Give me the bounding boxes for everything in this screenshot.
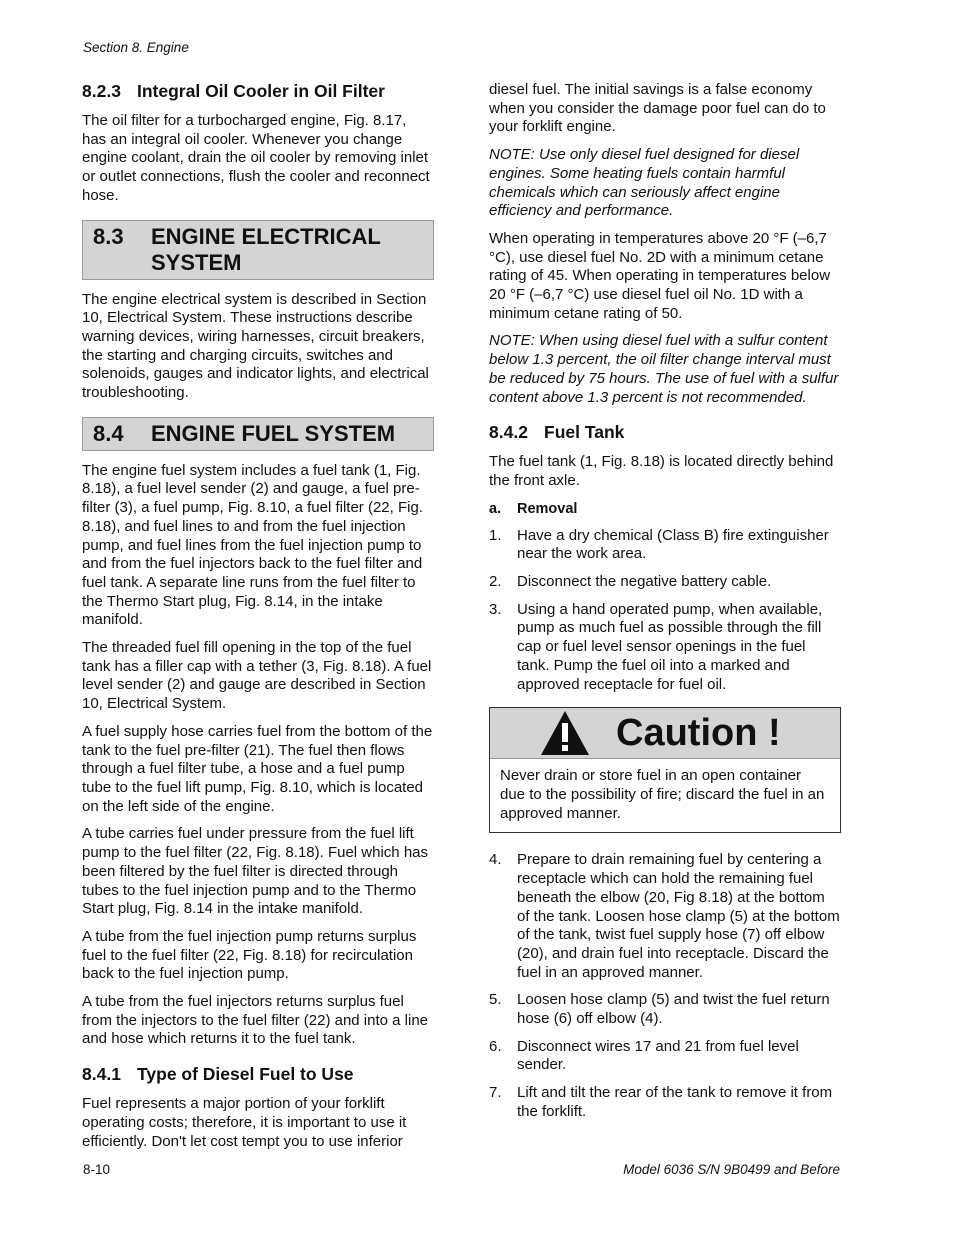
page-number: 8-10 [83, 1162, 111, 1177]
steps-list-a [489, 527, 841, 695]
paragraph: The fuel tank (1, Fig. 8.18) is located directly behind the front axle. [489, 453, 834, 489]
paragraph: The engine fuel system includes a fuel tank (1, Fig. 8.18), a fuel level sender (2) and gauge, a fuel pre-filter (3), a fuel pump, Fig. 8.10, a fuel filter (22, Fig. 8.18), and fuel lines to and from the fuel injection pump, and fuel lines from the fuel injection pump to and from the fuel injectors back to the fuel filter and fuel tank. A separate line runs from the fuel filter to the Thermo Start plug, Fig. 8.14, in the intake manifold. [82, 461, 423, 629]
paragraph: A tube from the fuel injectors returns surplus fuel from the injectors to the fuel filter (22) and into a line and hose which returns it to the fuel tank. [82, 993, 429, 1048]
paragraph: A tube carries fuel under pressure from the fuel lift pump to the fuel filter (22, Fig. 8.18). Fuel which has been filtered by the fuel filter is directed through tubes to the fuel injection pump and to the Thermo Start plug, Fig. 8.14 in the intake manifold. [82, 825, 429, 918]
heading-title: Fuel Tank [544, 422, 625, 443]
left-column [82, 80, 434, 1160]
running-footer: Model 6036 S/N 9B0499 and Before [623, 1162, 840, 1177]
step-text: Lift and tilt the rear of the tank to remove it from the forklift. [517, 1084, 833, 1120]
running-header: Section 8. Engine [83, 40, 189, 55]
paragraph: A fuel supply hose carries fuel from the bottom of the tank to the fuel pre-filter (21). The fuel then flows through a fuel filter tube, a hose and a fuel pump tube to the fuel lift pump, Fig. 8.10, which is located on the left side of the engine. [82, 722, 433, 815]
list-item [489, 1084, 841, 1121]
subheading-removal [489, 501, 841, 517]
step-number: 1. [489, 526, 502, 544]
heading-8-4-2 [489, 421, 841, 443]
list-item [489, 573, 841, 592]
list-item [489, 851, 841, 982]
subheading-label: a. [489, 500, 502, 517]
step-number: 3. [489, 600, 502, 618]
heading-title: Type of Diesel Fuel to Use [137, 1064, 354, 1085]
heading-title: Integral Oil Cooler in Oil Filter [137, 81, 385, 101]
section-heading-8-4 [82, 417, 434, 451]
section-title: ENGINE ELECTRICAL SYSTEM [151, 223, 381, 275]
step-number: 7. [489, 1084, 502, 1102]
section-number: 8.3 [93, 223, 124, 249]
paragraph: diesel fuel. The initial savings is a false economy when you consider the damage poor fuel can do to your forklift engine. [489, 81, 826, 136]
step-text: Have a dry chemical (Class B) fire extinguisher near the work area. [517, 526, 829, 563]
caution-box [489, 707, 841, 833]
heading-number: 8.4.2 [489, 422, 528, 443]
step-text: Using a hand operated pump, when available, pump as much fuel as possible through the fill cap or fuel level sensor openings in the fuel tank. Pump the fuel oil into a marked and approved receptacle for fuel oil. [517, 600, 823, 693]
note-paragraph: NOTE: When using diesel fuel with a sulfur content below 1.3 percent, the oil filter change interval must be reduced by 75 hours. The use of fuel with a sulfur content above 1.3 percent is not recommended. [489, 332, 839, 406]
steps-list-b [489, 851, 841, 1121]
list-item [489, 991, 841, 1028]
step-number: 6. [489, 1037, 502, 1055]
section-title: ENGINE FUEL SYSTEM [151, 420, 396, 446]
subheading-title: Removal [517, 500, 578, 517]
paragraph: The engine electrical system is described in Section 10, Electrical System. These instructions describe warning devices, wiring harnesses, circuit breakers, the starting and charging circuits, switches and solenoids, gauges and indicator lights, and electrical troubleshooting. [82, 290, 429, 402]
heading-number: 8.2.3 [82, 81, 121, 101]
step-text: Disconnect wires 17 and 21 from fuel level sender. [517, 1037, 799, 1074]
section-heading-8-3 [82, 220, 434, 280]
step-number: 4. [489, 851, 502, 869]
list-item [489, 601, 841, 695]
caution-header [490, 708, 840, 759]
paragraph: When operating in temperatures above 20 °F (–6,7 °C), use diesel fuel No. 2D with a minimum cetane rating of 45. When operating in temperatures below 20 °F (–6,7 °C) use diesel fuel oil No. 1D with a minimum cetane rating of 50. [489, 229, 831, 322]
paragraph: The oil filter for a turbocharged engine, Fig. 8.17, has an integral oil cooler. Whenever you change engine coolant, drain the oil cooler by removing inlet or outlet connections, flush the cooler and reconnect hose. [82, 112, 430, 204]
heading-8-2-3 [82, 80, 434, 102]
paragraph: A tube from the fuel injection pump returns surplus fuel to the fuel filter (22, Fig. 8.18) for recirculation back to the fuel injection pump. [82, 927, 417, 983]
step-text: Disconnect the negative battery cable. [517, 573, 772, 591]
step-text: Loosen hose clamp (5) and twist the fuel return hose (6) off elbow (4). [517, 991, 830, 1028]
section-number: 8.4 [93, 420, 124, 446]
paragraph: Fuel represents a major portion of your forklift operating costs; therefore, it is important to use it efficiently. Don't let cost tempt you to use inferior [82, 1095, 407, 1150]
caution-text: Never drain or store fuel in an open container due to the possibility of fire; discard the fuel in an approved manner. [500, 767, 825, 822]
step-number: 5. [489, 991, 502, 1009]
caution-title: Caution ! [616, 711, 781, 754]
step-text: Prepare to drain remaining fuel by centering a receptacle which can hold the remaining fuel beneath the elbow (20, Fig 8.18) at the bottom of the tank. Loosen hose clamp (5) at the bottom of the tank, twist fuel supply hose (7) off elbow (20), and drain fuel into receptacle. Discard the fuel in an approved manner. [517, 851, 840, 981]
note-paragraph: NOTE: Use only diesel fuel designed for diesel engines. Some heating fuels contain harmful chemicals which can seriously affect engine efficiency and performance. [489, 146, 800, 220]
right-column [489, 81, 841, 1131]
list-item [489, 1038, 841, 1075]
warning-triangle-icon [540, 710, 590, 756]
heading-8-4-1 [82, 1063, 434, 1085]
paragraph: The threaded fuel fill opening in the top of the fuel tank has a filler cap with a tether (3, Fig. 8.18). A fuel level sender (2) and gauge are described in Section 10, Electrical System. [82, 639, 432, 713]
step-number: 2. [489, 573, 502, 591]
list-item [489, 527, 841, 564]
heading-number: 8.4.1 [82, 1064, 121, 1085]
